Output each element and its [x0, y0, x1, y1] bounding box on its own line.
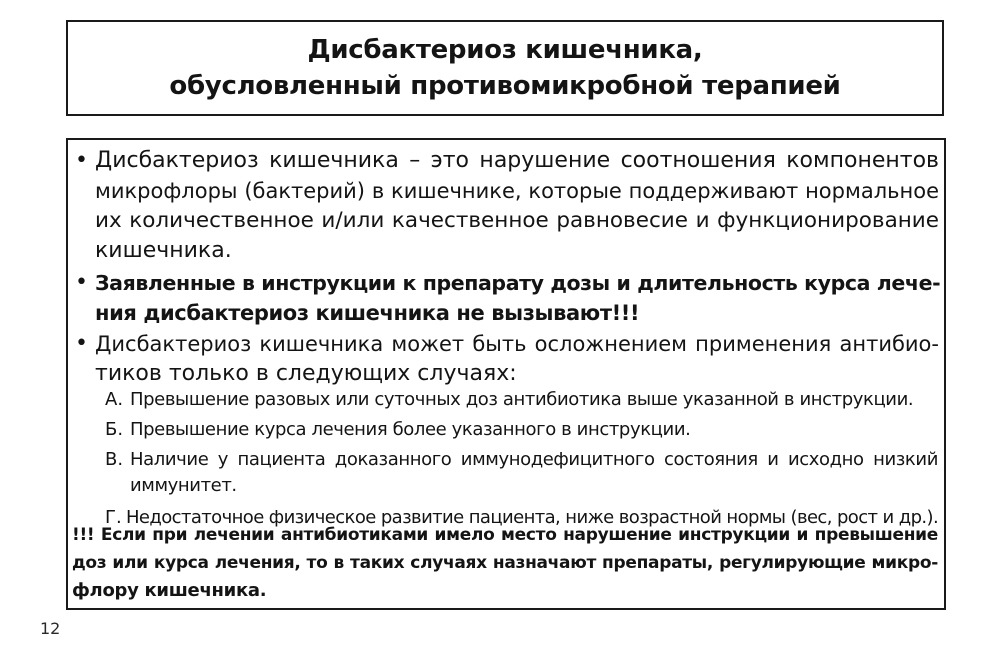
bullet-definition-line-2: микрофлоры (бактерий) в кишечнике, которые поддерживают нормальное: [95, 179, 939, 203]
page-number: 12: [40, 619, 61, 638]
case-text: Превышение курса лечения более указанного в инструкции.: [130, 419, 691, 440]
bullet-marker: •: [75, 270, 88, 295]
bullet-marker: •: [75, 331, 88, 356]
note-line-1: !!! Если при лечении антибиотиками имело место нарушение инструкции и превышение: [72, 525, 938, 545]
note-line-3: флору кишечника.: [72, 580, 267, 601]
bullet-definition-line-1: Дисбактериоз кишечника – это нарушение соотношения компонентов: [95, 148, 939, 173]
bullet-complication-line-2: тиков только в следующих случаях:: [95, 361, 517, 386]
case-text: Недостаточное физическое развитие пациента, ниже возрастной нормы (вес, рост и др.).: [126, 507, 939, 528]
bullet-marker: •: [75, 148, 88, 173]
case-letter: В.: [105, 449, 124, 470]
case-letter: Г.: [105, 507, 122, 528]
page-title-line-2: обусловленный противомикробной терапией: [169, 71, 841, 101]
page-title-line-1: Дисбактериоз кишечника,: [307, 35, 703, 65]
bullet-warning-line-2: ния дисбактериоз кишечника не вызывают!!!: [95, 301, 640, 325]
note-line-2: доз или курса лечения, то в таких случаях назначают препараты, регулирующие микро-: [72, 553, 938, 573]
case-text-continued: иммунитет.: [130, 475, 237, 496]
case-letter: А.: [105, 389, 124, 410]
case-text: Превышение разовых или суточных доз антибиотика выше указанной в инструкции.: [130, 389, 914, 410]
title-box: [66, 20, 944, 116]
case-letter: Б.: [105, 419, 124, 440]
case-text: Наличие у пациента доказанного иммунодефицитного состояния и исходно низкий: [130, 449, 938, 470]
bullet-warning-line-1: Заявленные в инструкции к препарату дозы и длительность курса лече-: [95, 271, 941, 295]
content-box: [66, 138, 946, 610]
bullet-complication-line-1: Дисбактериоз кишечника может быть осложнением применения антибио-: [95, 332, 939, 356]
bullet-definition-line-3: их количественное и/или качественное равновесие и функционирование: [95, 208, 939, 233]
bullet-definition-line-4: кишечника.: [95, 238, 232, 263]
